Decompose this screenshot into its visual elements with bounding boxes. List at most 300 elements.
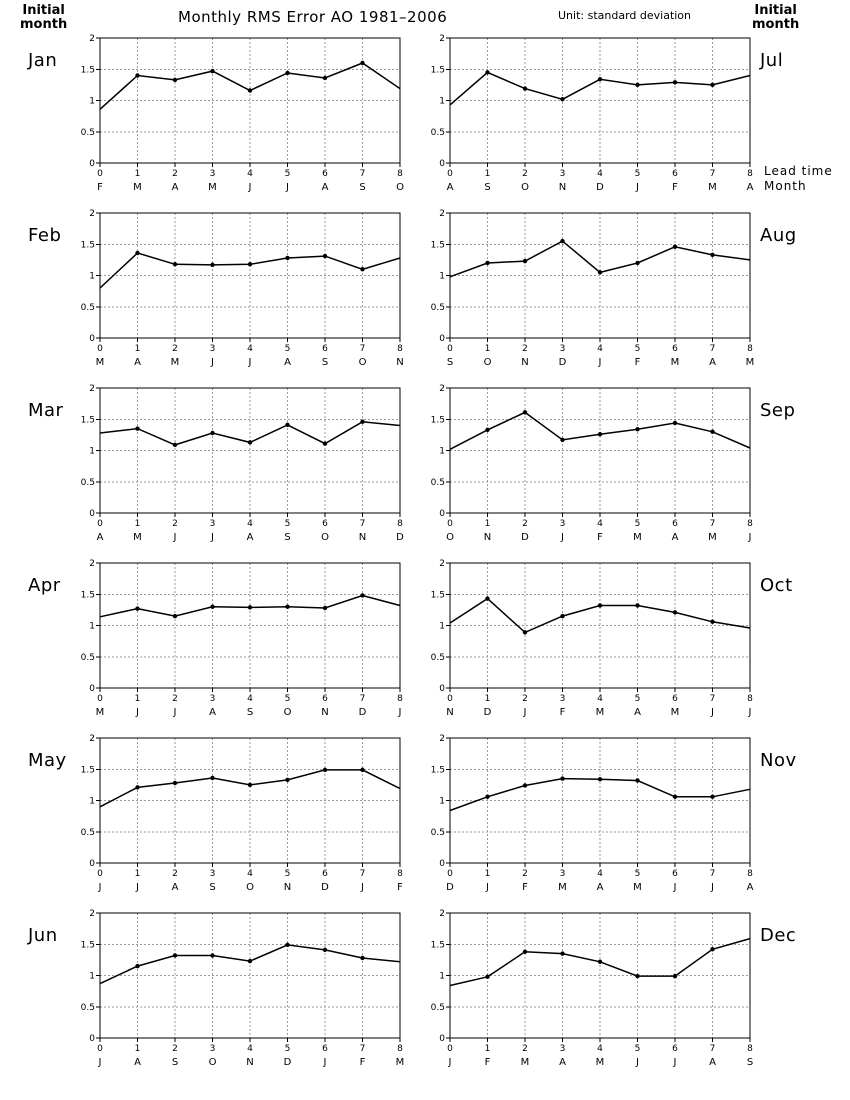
- verifying-month-label: J: [748, 707, 752, 718]
- x-tick-label: 8: [397, 344, 403, 354]
- data-point: [285, 605, 289, 609]
- y-tick-label: 0: [439, 509, 445, 519]
- panel-may: [28, 734, 403, 893]
- y-tick-label: 1.5: [430, 415, 445, 426]
- x-tick-label: 1: [134, 519, 141, 529]
- x-tick-label: 8: [747, 519, 753, 529]
- x-tick-label: 5: [284, 169, 291, 179]
- verifying-month-label: M: [745, 357, 755, 368]
- panel-feb: [28, 209, 404, 368]
- verifying-month-label: S: [171, 1057, 179, 1068]
- lead-time-label: Lead time: [764, 164, 833, 178]
- y-tick-label: 1: [89, 971, 95, 982]
- verifying-month-label: A: [284, 357, 291, 368]
- y-tick-label: 1: [89, 271, 95, 282]
- verifying-month-label: J: [673, 1057, 677, 1068]
- verifying-month-label: S: [746, 1057, 754, 1068]
- x-tick-label: 8: [397, 1044, 403, 1054]
- x-tick-label: 1: [134, 869, 141, 879]
- x-tick-label: 0: [447, 694, 453, 704]
- x-tick-label: 6: [322, 169, 328, 179]
- x-tick-label: 2: [172, 519, 178, 529]
- verifying-month-label: M: [520, 1057, 530, 1068]
- y-tick-label: 2: [89, 909, 95, 919]
- x-tick-label: 1: [484, 1044, 491, 1054]
- y-tick-label: 1.5: [80, 415, 95, 426]
- x-tick-label: 2: [522, 519, 528, 529]
- x-tick-label: 1: [134, 169, 141, 179]
- verifying-month-label: J: [523, 707, 527, 718]
- data-point: [210, 431, 214, 435]
- panel-nov: [431, 734, 797, 893]
- x-tick-label: 0: [447, 169, 453, 179]
- x-tick-label: 5: [634, 1044, 641, 1054]
- data-point: [323, 606, 327, 610]
- verifying-month-label: F: [672, 182, 678, 193]
- data-point: [173, 614, 177, 618]
- verifying-month-label: O: [321, 532, 329, 543]
- verifying-month-label: J: [286, 182, 289, 193]
- y-tick-label: 0.5: [430, 127, 445, 138]
- data-point: [285, 778, 289, 782]
- x-tick-label: 7: [709, 869, 716, 879]
- verifying-month-label: A: [709, 1057, 716, 1068]
- unit-label: Unit: standard deviation: [558, 9, 692, 22]
- x-tick-label: 8: [747, 869, 753, 879]
- verifying-month-label: J: [173, 707, 177, 718]
- verifying-month-label: M: [633, 532, 642, 543]
- verifying-month-label: D: [483, 707, 492, 718]
- x-tick-label: 3: [559, 169, 566, 179]
- initial-month-label: Jul: [760, 50, 784, 71]
- x-tick-label: 4: [247, 344, 253, 354]
- x-tick-label: 1: [134, 1044, 141, 1054]
- x-tick-label: 8: [397, 169, 403, 179]
- verifying-month-label: M: [708, 182, 717, 193]
- data-point: [210, 263, 214, 267]
- verifying-month-label: S: [246, 707, 254, 718]
- verifying-month-label: N: [358, 532, 367, 543]
- data-point: [210, 953, 214, 957]
- y-tick-label: 0: [89, 684, 95, 694]
- verifying-month-label: M: [133, 532, 142, 543]
- x-tick-label: 3: [559, 694, 566, 704]
- panel-mar: [28, 384, 404, 543]
- x-tick-label: 0: [97, 519, 103, 529]
- y-tick-label: 1.5: [430, 65, 445, 76]
- x-tick-label: 5: [284, 694, 291, 704]
- verifying-month-label: N: [521, 357, 529, 368]
- y-tick-label: 1.5: [80, 765, 95, 776]
- y-tick-label: 0: [89, 1034, 95, 1044]
- y-tick-label: 1: [89, 621, 95, 632]
- data-point: [323, 768, 327, 772]
- initial-label-line1: Initial: [22, 3, 65, 18]
- data-point: [673, 795, 677, 799]
- data-point: [635, 603, 639, 607]
- verifying-month-label: J: [248, 182, 252, 193]
- verifying-month-label: M: [170, 357, 180, 368]
- initial-month-label: Aug: [760, 225, 797, 246]
- x-tick-label: 3: [559, 869, 566, 879]
- verifying-month-label: D: [446, 882, 454, 893]
- verifying-month-label: F: [522, 882, 528, 893]
- verifying-month-label: A: [171, 882, 179, 893]
- y-tick-label: 1: [439, 621, 445, 632]
- x-tick-label: 5: [284, 519, 291, 529]
- verifying-month-label: F: [359, 1057, 366, 1068]
- data-point: [485, 596, 489, 600]
- verifying-month-label: A: [134, 357, 141, 368]
- y-tick-label: 2: [89, 734, 95, 744]
- data-point: [710, 795, 714, 799]
- data-point: [135, 964, 139, 968]
- verifying-month-label: J: [711, 707, 714, 718]
- y-tick-label: 0: [439, 1034, 445, 1044]
- x-tick-label: 1: [484, 344, 491, 354]
- y-tick-label: 2: [89, 384, 95, 394]
- verifying-month-label: F: [484, 1057, 491, 1068]
- x-tick-label: 6: [672, 519, 678, 529]
- y-tick-label: 1: [439, 446, 445, 457]
- verifying-month-label: F: [97, 182, 103, 193]
- y-tick-label: 2: [89, 559, 95, 569]
- verifying-month-label: M: [670, 357, 680, 368]
- x-tick-label: 0: [97, 694, 103, 704]
- y-tick-label: 1: [439, 971, 445, 982]
- verifying-month-label: J: [711, 882, 714, 893]
- data-point: [248, 783, 252, 787]
- verifying-month-label: S: [484, 182, 491, 193]
- y-tick-label: 0.5: [80, 1002, 95, 1013]
- y-tick-label: 0.5: [80, 127, 95, 138]
- verifying-month-label: F: [634, 357, 641, 368]
- x-tick-label: 0: [447, 344, 453, 354]
- verifying-month-label: M: [558, 882, 567, 893]
- data-point: [248, 605, 252, 609]
- x-tick-label: 3: [559, 519, 566, 529]
- x-tick-label: 6: [672, 694, 678, 704]
- verifying-month-label: J: [98, 882, 102, 893]
- y-tick-label: 1.5: [430, 240, 445, 251]
- data-point: [248, 959, 252, 963]
- x-tick-label: 7: [709, 519, 716, 529]
- y-tick-label: 2: [439, 909, 445, 919]
- data-point: [523, 950, 527, 954]
- y-tick-label: 1.5: [430, 590, 445, 601]
- data-point: [323, 76, 327, 80]
- data-point: [560, 614, 564, 618]
- data-point: [635, 427, 639, 431]
- x-tick-label: 4: [247, 169, 253, 179]
- y-tick-label: 0.5: [80, 827, 95, 838]
- data-point: [173, 953, 177, 957]
- y-tick-label: 1: [89, 446, 95, 457]
- panel-dec: [431, 909, 797, 1068]
- verifying-month-label: S: [284, 532, 291, 543]
- verifying-month-label: J: [673, 882, 677, 893]
- initial-month-label: Oct: [760, 575, 793, 596]
- data-point: [135, 785, 139, 789]
- x-tick-label: 3: [209, 1044, 216, 1054]
- initial-label-line2: month: [752, 17, 800, 32]
- data-point: [560, 239, 564, 243]
- y-tick-label: 2: [439, 384, 445, 394]
- verifying-month-label: S: [321, 357, 329, 368]
- y-tick-label: 0: [439, 334, 445, 344]
- y-tick-label: 1: [439, 796, 445, 807]
- data-point: [710, 83, 714, 87]
- verifying-month-label: J: [561, 532, 564, 543]
- y-tick-label: 0: [89, 859, 95, 869]
- x-tick-label: 8: [397, 694, 403, 704]
- x-tick-label: 6: [322, 869, 328, 879]
- y-tick-label: 1: [439, 271, 445, 282]
- x-tick-label: 4: [597, 869, 603, 879]
- verifying-month-label: N: [246, 1057, 254, 1068]
- y-tick-label: 1: [89, 796, 95, 807]
- verifying-month-label: M: [595, 1057, 605, 1068]
- data-point: [560, 438, 564, 442]
- verifying-month-label: S: [446, 357, 454, 368]
- verifying-month-label: A: [746, 882, 754, 893]
- x-tick-label: 2: [522, 1044, 528, 1054]
- verifying-month-label: D: [596, 182, 604, 193]
- data-point: [485, 70, 489, 74]
- x-tick-label: 2: [522, 344, 528, 354]
- verifying-month-label: J: [211, 532, 214, 543]
- verifying-month-label: A: [209, 707, 216, 718]
- data-point: [635, 83, 639, 87]
- x-tick-label: 1: [484, 519, 491, 529]
- initial-month-label: Mar: [28, 400, 64, 421]
- x-tick-label: 0: [447, 1044, 453, 1054]
- data-point: [323, 948, 327, 952]
- x-tick-label: 2: [522, 169, 528, 179]
- x-tick-label: 3: [209, 694, 216, 704]
- initial-label-line2: month: [20, 17, 68, 32]
- x-tick-label: 8: [747, 1044, 753, 1054]
- data-point: [523, 630, 527, 634]
- x-tick-label: 5: [634, 519, 641, 529]
- month-axis-label: Month: [764, 179, 807, 193]
- x-tick-label: 7: [359, 169, 366, 179]
- x-tick-label: 0: [447, 869, 453, 879]
- verifying-month-label: M: [395, 1057, 405, 1068]
- x-tick-label: 4: [597, 344, 603, 354]
- y-tick-label: 0: [439, 684, 445, 694]
- x-tick-label: 2: [172, 694, 178, 704]
- x-tick-label: 7: [709, 169, 716, 179]
- data-point: [635, 974, 639, 978]
- x-tick-label: 5: [284, 869, 291, 879]
- initial-month-label: Apr: [28, 575, 61, 596]
- data-point: [673, 610, 677, 614]
- verifying-month-label: M: [633, 882, 642, 893]
- y-tick-label: 1.5: [80, 590, 95, 601]
- x-tick-label: 1: [484, 694, 491, 704]
- verifying-month-label: J: [448, 1057, 452, 1068]
- data-point: [598, 960, 602, 964]
- data-point: [560, 951, 564, 955]
- panel-sep: [431, 384, 796, 543]
- data-point: [523, 410, 527, 414]
- verifying-month-label: O: [283, 707, 292, 718]
- y-tick-label: 0.5: [430, 302, 445, 313]
- y-tick-label: 2: [89, 209, 95, 219]
- y-tick-label: 2: [89, 34, 95, 44]
- verifying-month-label: J: [598, 357, 602, 368]
- verifying-month-label: J: [636, 1057, 639, 1068]
- verifying-month-label: O: [521, 182, 529, 193]
- data-point: [285, 71, 289, 75]
- verifying-month-label: N: [283, 882, 292, 893]
- verifying-month-label: M: [95, 357, 105, 368]
- initial-month-label: Jan: [28, 50, 58, 71]
- x-tick-label: 6: [672, 1044, 678, 1054]
- verifying-month-label: A: [746, 182, 754, 193]
- data-point: [360, 956, 364, 960]
- y-tick-label: 2: [439, 209, 445, 219]
- x-tick-label: 1: [484, 869, 491, 879]
- data-point: [485, 975, 489, 979]
- x-tick-label: 5: [284, 1044, 291, 1054]
- data-point: [710, 430, 714, 434]
- x-tick-label: 6: [322, 1044, 328, 1054]
- data-point: [248, 88, 252, 92]
- x-tick-label: 2: [522, 694, 528, 704]
- verifying-month-label: A: [321, 182, 329, 193]
- verifying-month-label: J: [248, 357, 252, 368]
- x-tick-label: 7: [709, 694, 716, 704]
- data-point: [523, 783, 527, 787]
- x-tick-label: 6: [672, 344, 678, 354]
- y-tick-label: 0.5: [430, 652, 445, 663]
- data-point: [598, 432, 602, 436]
- y-tick-label: 0: [89, 334, 95, 344]
- y-tick-label: 1: [89, 96, 95, 107]
- initial-month-label: May: [28, 750, 67, 771]
- x-tick-label: 7: [359, 519, 366, 529]
- verifying-month-label: A: [634, 707, 641, 718]
- x-tick-label: 0: [97, 344, 103, 354]
- x-tick-label: 4: [597, 694, 603, 704]
- y-tick-label: 2: [439, 34, 445, 44]
- verifying-month-label: J: [136, 707, 139, 718]
- data-point: [323, 441, 327, 445]
- x-tick-label: 3: [209, 169, 216, 179]
- verifying-month-label: D: [558, 357, 567, 368]
- verifying-month-label: O: [446, 532, 454, 543]
- verifying-month-label: A: [246, 532, 254, 543]
- verifying-month-label: A: [671, 532, 679, 543]
- data-point: [523, 86, 527, 90]
- verifying-month-label: A: [134, 1057, 141, 1068]
- verifying-month-label: M: [595, 707, 605, 718]
- y-tick-label: 0: [439, 859, 445, 869]
- verifying-month-label: J: [211, 357, 214, 368]
- verifying-month-label: J: [98, 1057, 102, 1068]
- x-tick-label: 2: [172, 169, 178, 179]
- x-tick-label: 1: [134, 344, 141, 354]
- x-tick-label: 1: [484, 169, 491, 179]
- panel-jun: [27, 909, 404, 1068]
- data-point: [673, 421, 677, 425]
- y-tick-label: 2: [439, 559, 445, 569]
- y-tick-label: 1.5: [430, 765, 445, 776]
- initial-month-label: Jun: [28, 925, 58, 946]
- panel-aug: [431, 209, 797, 368]
- verifying-month-label: S: [359, 182, 366, 193]
- verifying-month-label: N: [558, 182, 567, 193]
- x-tick-label: 8: [397, 869, 403, 879]
- data-point: [135, 73, 139, 77]
- x-tick-label: 4: [247, 1044, 253, 1054]
- x-tick-label: 0: [447, 519, 453, 529]
- x-tick-label: 6: [672, 869, 678, 879]
- y-tick-label: 1.5: [80, 240, 95, 251]
- x-tick-label: 4: [597, 519, 603, 529]
- verifying-month-label: F: [597, 532, 603, 543]
- panel-jul: [431, 34, 784, 193]
- x-tick-label: 7: [709, 1044, 716, 1054]
- verifying-month-label: O: [358, 357, 367, 368]
- panel-apr: [28, 559, 403, 718]
- x-tick-label: 6: [322, 519, 328, 529]
- data-point: [323, 254, 327, 258]
- x-tick-label: 5: [634, 694, 641, 704]
- verifying-month-label: N: [321, 707, 329, 718]
- verifying-month-label: J: [748, 532, 752, 543]
- verifying-month-label: J: [486, 882, 489, 893]
- y-tick-label: 0.5: [430, 477, 445, 488]
- y-tick-label: 0: [439, 159, 445, 169]
- verifying-month-label: D: [521, 532, 529, 543]
- y-tick-label: 0: [89, 509, 95, 519]
- x-tick-label: 7: [359, 1044, 366, 1054]
- data-point: [710, 947, 714, 951]
- verifying-month-label: A: [559, 1057, 566, 1068]
- initial-month-label: Nov: [760, 750, 797, 771]
- data-point: [598, 777, 602, 781]
- verifying-month-label: J: [361, 882, 364, 893]
- data-point: [673, 974, 677, 978]
- data-point: [710, 620, 714, 624]
- y-tick-label: 1.5: [430, 940, 445, 951]
- y-tick-label: 0.5: [430, 827, 445, 838]
- x-tick-label: 3: [209, 344, 216, 354]
- x-tick-label: 2: [172, 344, 178, 354]
- x-tick-label: 4: [597, 1044, 603, 1054]
- verifying-month-label: O: [208, 1057, 217, 1068]
- verifying-month-label: J: [636, 182, 639, 193]
- verifying-month-label: M: [208, 182, 217, 193]
- data-point: [485, 261, 489, 265]
- y-tick-label: 0.5: [80, 477, 95, 488]
- verifying-month-label: D: [321, 882, 329, 893]
- y-tick-label: 0: [89, 159, 95, 169]
- data-point: [173, 78, 177, 82]
- verifying-month-label: J: [136, 882, 139, 893]
- data-point: [523, 259, 527, 263]
- y-tick-label: 0.5: [80, 302, 95, 313]
- data-point: [210, 776, 214, 780]
- panel-oct: [431, 559, 793, 718]
- initial-month-label: Feb: [28, 225, 62, 246]
- verifying-month-label: S: [209, 882, 216, 893]
- x-tick-label: 7: [359, 694, 366, 704]
- data-point: [635, 778, 639, 782]
